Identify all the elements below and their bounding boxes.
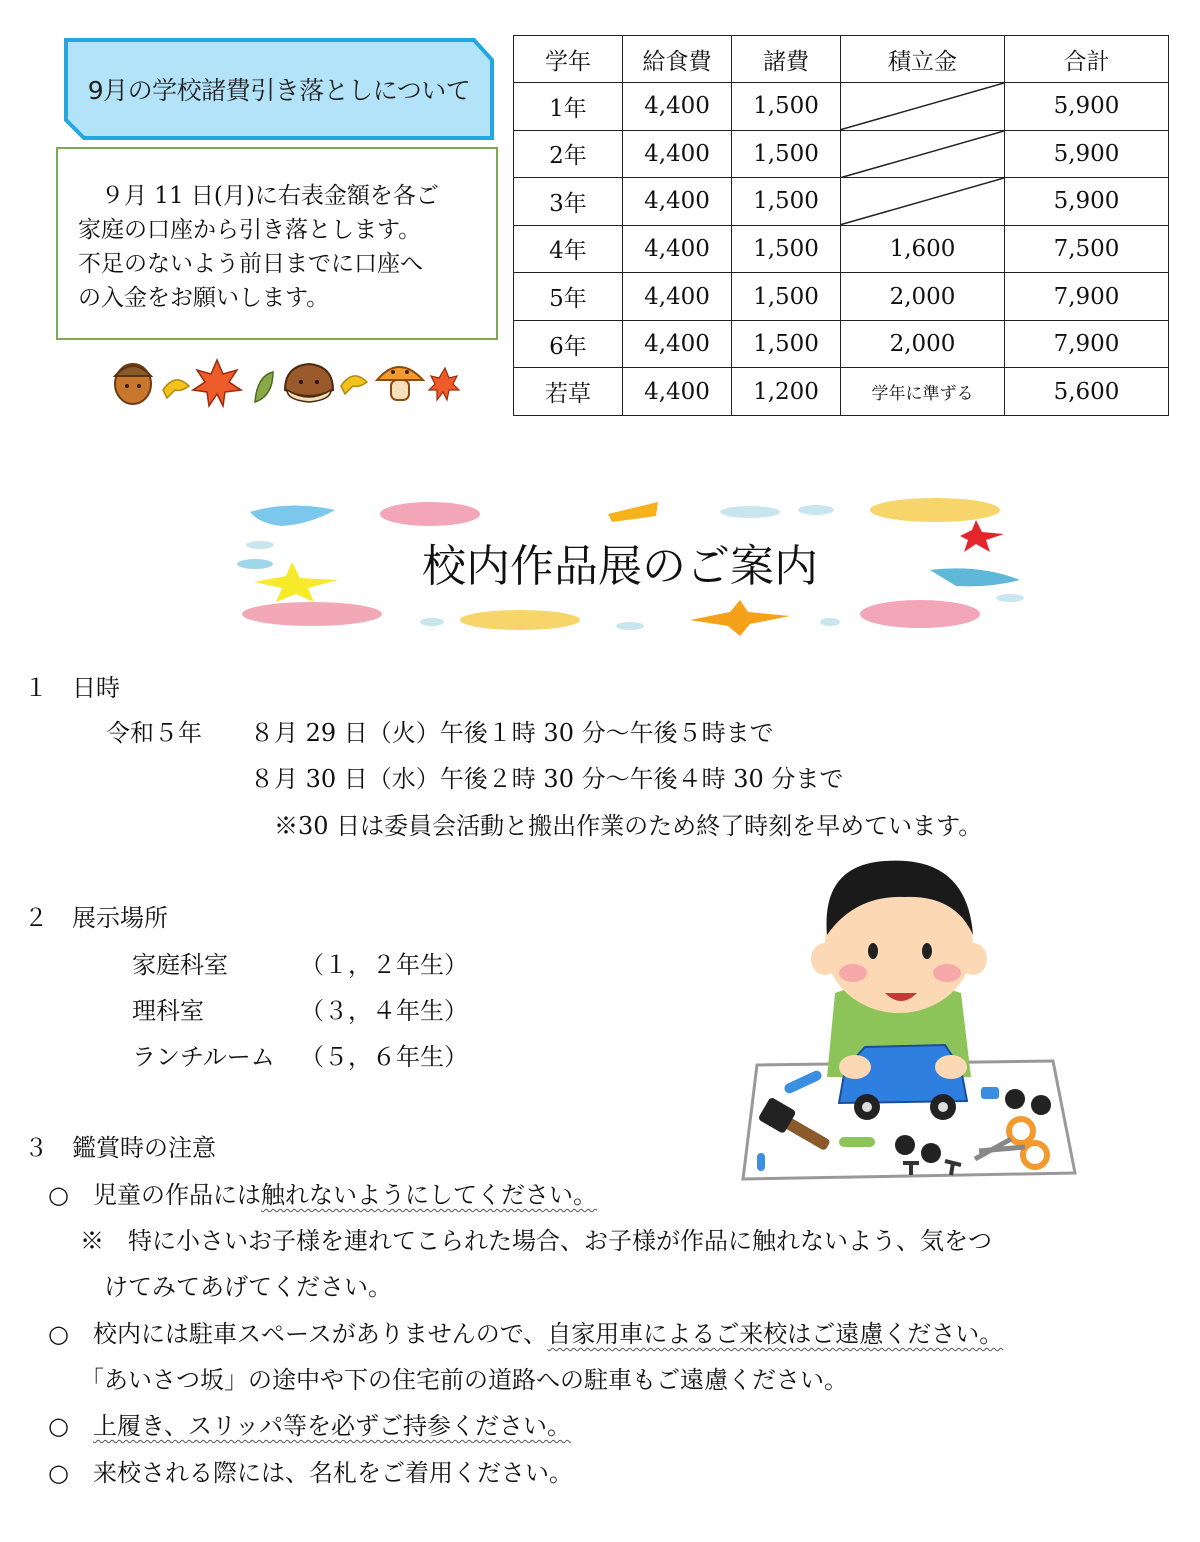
table-row (514, 320, 1169, 368)
maple-leaf-icon (429, 368, 459, 400)
grade-cell: 5年 (514, 273, 623, 321)
tire-icon (1005, 1089, 1025, 1109)
misc-cell: 1,500 (732, 273, 841, 321)
place-room: ランチルーム (132, 1043, 275, 1071)
total-cell: 7,900 (1005, 273, 1169, 321)
lunch-cell: 4,400 (623, 225, 732, 273)
grade-cell: 6年 (514, 320, 623, 368)
bubble-icon (820, 618, 840, 626)
misc-cell: 1,500 (732, 320, 841, 368)
header-lunch-fee: 給食費 (623, 36, 732, 83)
notice-item-1-text: ○ 児童の作品には (48, 1181, 261, 1209)
withdrawal-notice (56, 147, 498, 340)
section1-date1: ８月 29 日（火）午後１時 30 分～午後５時まで (250, 719, 774, 747)
seashell-icon (380, 502, 480, 526)
place-room: 家庭科室 (132, 951, 228, 979)
header-savings: 積立金 (841, 36, 1005, 83)
seashell-icon (242, 602, 382, 626)
savings-cell: 2,000 (841, 273, 1005, 321)
savings-cell-empty (841, 83, 1005, 131)
notice-item-4: ○ 来校される際には、名札をご着用ください。 (48, 1459, 573, 1487)
table-header-row (514, 36, 1169, 83)
grade-cell: 4年 (514, 225, 623, 273)
chestnut-icon (285, 364, 333, 402)
child-crafting-illustration (735, 855, 1080, 1195)
section1-heading: １ 日時 (24, 674, 120, 702)
savings-cell-empty (841, 130, 1005, 178)
bubble-icon (720, 506, 780, 518)
bubble-icon (420, 618, 444, 626)
place-grades: （１，２年生） (300, 951, 468, 979)
notice-item-2 (48, 1314, 1003, 1349)
seashell-icon (250, 505, 335, 526)
notice-item-2-emphasis: 自家用車によるご来校はご遠慮ください。 (547, 1320, 1004, 1348)
notice-line: の入金をお願いします。 (78, 285, 330, 311)
header-grade: 学年 (514, 36, 623, 83)
notice-item-2-cont: 「あいさつ坂」の途中や下の住宅前の道路への駐車もご遠慮ください。 (80, 1366, 848, 1394)
notice-item-1 (48, 1175, 597, 1210)
section1-date2: ８月 30 日（水）午後２時 30 分～午後４時 30 分まで (250, 765, 844, 793)
seashell-icon (870, 498, 1000, 522)
notice-line: ９月 11 日(月)に右表金額を各ご (78, 183, 439, 209)
table-row (514, 130, 1169, 178)
misc-cell: 1,500 (732, 130, 841, 178)
bubble-icon (616, 622, 644, 630)
notice-item-3-bullet: ○ (48, 1412, 93, 1440)
exhibition-title: 校内作品展のご案内 (422, 541, 818, 592)
notice-item-1-note: ※ 特に小さいお子様を連れてこられた場合、お子様が作品に触れないよう、気をつ (80, 1227, 992, 1255)
seashell-icon (860, 600, 980, 628)
savings-cell: 2,000 (841, 320, 1005, 368)
table-row (514, 178, 1169, 226)
child-icon (811, 861, 987, 1077)
notice-item-3-emphasis: 上履き、スリッパ等を必ずご持参ください。 (92, 1412, 572, 1440)
mushroom-icon (377, 367, 423, 400)
tire-icon (895, 1135, 915, 1155)
grade-cell: 2年 (514, 130, 623, 178)
total-cell: 5,900 (1005, 83, 1169, 131)
table-row (514, 83, 1169, 131)
notice-item-2-text: ○ 校内には駐車スペースがありませんので、 (48, 1320, 548, 1348)
grade-cell: 若草 (514, 368, 623, 416)
lunch-cell: 4,400 (623, 273, 732, 321)
lunch-cell: 4,400 (623, 320, 732, 368)
seashell-icon (608, 502, 658, 522)
total-cell: 7,900 (1005, 320, 1169, 368)
misc-cell: 1,200 (732, 368, 841, 416)
starfish-icon (690, 600, 790, 636)
section1-note: ※30 日は委員会活動と搬出作業のため終了時刻を早めています。 (274, 812, 983, 840)
notice-item-1-note-cont: けてみてあげてください。 (104, 1273, 392, 1301)
clay-piece-icon (981, 1087, 999, 1099)
banner-title: 9月の学校諸費引き落としについて (87, 76, 471, 105)
leaf-icon (255, 372, 273, 402)
bubble-icon (996, 594, 1024, 602)
section2-heading: ２ 展示場所 (24, 904, 168, 932)
lunch-cell: 4,400 (623, 83, 732, 131)
fee-table (513, 35, 1169, 416)
total-cell: 5,900 (1005, 178, 1169, 226)
autumn-decoration (105, 350, 465, 410)
fee-notice-banner (64, 38, 494, 140)
total-cell: 5,900 (1005, 130, 1169, 178)
header-total: 合計 (1005, 36, 1169, 83)
ginkgo-leaf-icon (163, 380, 189, 398)
tire-icon (1031, 1095, 1051, 1115)
savings-cell: 学年に準ずる (841, 368, 1005, 416)
lunch-cell: 4,400 (623, 130, 732, 178)
misc-cell: 1,500 (732, 83, 841, 131)
notice-item-3 (48, 1406, 571, 1441)
notice-item-1-emphasis: 触れないようにしてください。 (260, 1181, 597, 1209)
table-row (514, 225, 1169, 273)
ginkgo-leaf-icon (341, 376, 367, 394)
table-row (514, 368, 1169, 416)
misc-cell: 1,500 (732, 178, 841, 226)
seashell-icon (460, 610, 580, 630)
table-row (514, 273, 1169, 321)
savings-cell: 1,600 (841, 225, 1005, 273)
section3-heading: ３ 鑑賞時の注意 (24, 1134, 216, 1162)
notice-line: 不足のないよう前日までに口座へ (78, 251, 423, 277)
place-room: 理科室 (132, 997, 204, 1025)
notice-line: 家庭の口座から引き落とします。 (78, 217, 422, 243)
total-cell: 5,600 (1005, 368, 1169, 416)
section1-year: 令和５年 (106, 719, 202, 747)
lunch-cell: 4,400 (623, 178, 732, 226)
header-misc-fee: 諸費 (732, 36, 841, 83)
place-grades: （５，６年生） (300, 1043, 468, 1071)
grade-cell: 3年 (514, 178, 623, 226)
acorn-icon (115, 364, 151, 404)
savings-cell-empty (841, 178, 1005, 226)
bubble-icon (798, 505, 834, 515)
maple-leaf-icon (193, 360, 241, 406)
clay-piece-icon (757, 1153, 765, 1171)
total-cell: 7,500 (1005, 225, 1169, 273)
misc-cell: 1,500 (732, 225, 841, 273)
clay-piece-icon (839, 1137, 875, 1147)
lunch-cell: 4,400 (623, 368, 732, 416)
place-grades: （３，４年生） (300, 997, 468, 1025)
tire-icon (921, 1143, 941, 1163)
grade-cell: 1年 (514, 83, 623, 131)
